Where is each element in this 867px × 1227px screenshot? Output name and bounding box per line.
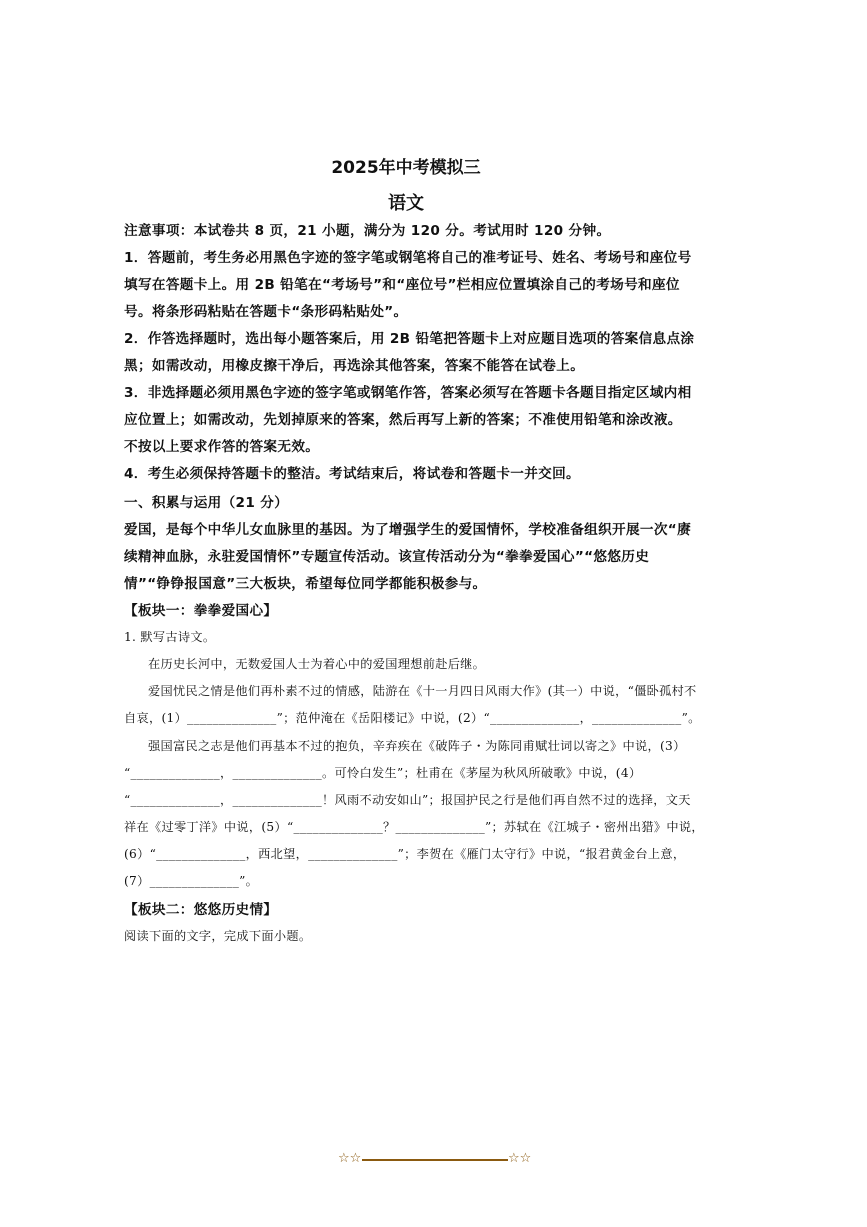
star-icon: ☆☆ <box>338 1151 362 1166</box>
page-title: 2025年中考模拟三 <box>331 158 481 178</box>
section-heading: 一、积累与运用（21 分） <box>124 495 289 511</box>
notice-line: 黑；如需改动，用橡皮擦干净后，再选涂其他答案，答案不能答在试卷上。 <box>124 358 585 374</box>
intro-line: 爱国，是每个中华儿女血脉里的基因。为了增强学生的爱国情怀，学校准备组织开展一次“赓 <box>124 522 692 538</box>
notice-line: 1．答题前，考生务必用黑色字迹的签字笔或钢笔将自己的准考证号、姓名、考场号和座位号 <box>124 250 692 266</box>
passage-line: 强国富民之志是他们再基本不过的抱负，辛弃疾在《破阵子・为陈同甫赋壮词以寄之》中说，(3） <box>148 739 686 753</box>
notice-line: 4．考生必须保持答题卡的整洁。考试结束后，将试卷和答题卡一并交回。 <box>124 466 581 482</box>
star-icon: ☆☆ <box>508 1151 532 1166</box>
notice-line: 不按以上要求作答的答案无效。 <box>124 439 320 455</box>
passage-line: 爱国忧民之情是他们再朴素不过的情感，陆游在《十一月四日风雨大作》(其一）中说，“僵卧孤村不 <box>148 684 697 698</box>
page-footer <box>338 1151 533 1167</box>
notice-line: 3．非选择题必须用黑色字迹的签字笔或钢笔作答，答案必须写在答题卡各题目指定区域内相 <box>124 385 692 401</box>
notice-line: 号。将条形码粘贴在答题卡“条形码粘贴处”。 <box>124 304 408 320</box>
passage-line: (7）______________”。 <box>124 874 259 888</box>
passage-line: “______________，______________。可怜白发生”；杜甫在《茅屋为秋风所破歌》中说，(4） <box>124 766 642 780</box>
passage-line: 祥在《过零丁洋》中说，(5）“______________？______________”；苏轼在《江城子・密州出猎》中说， <box>124 820 704 834</box>
intro-line: 续精神血脉，永驻爱国情怀”专题宣传活动。该宣传活动分为“拳拳爱国心”“悠悠历史 <box>124 549 650 565</box>
notice-line: 填写在答题卡上。用 2B 铅笔在“考场号”和“座位号”栏相应位置填涂自己的考场号和座位 <box>124 277 680 293</box>
footer-divider <box>362 1159 508 1161</box>
question-title: 1. 默写古诗文。 <box>124 630 216 644</box>
passage-line: (6）“______________，西北望，______________”；李贺在《雁门太守行》中说，“报君黄金台上意， <box>124 847 686 861</box>
passage-line: “______________，______________！风雨不动安如山”；报国护民之行是他们再自然不过的选择，文天 <box>124 793 691 807</box>
block-heading: 【板块一：拳拳爱国心】 <box>124 603 278 619</box>
passage-line: 在历史长河中，无数爱国人士为着心中的爱国理想前赴后继。 <box>148 657 486 671</box>
notice-line: 应位置上；如需改动，先划掉原来的答案，然后再写上新的答案；不准使用铅笔和涂改液。 <box>124 412 682 428</box>
block-heading: 【板块二：悠悠历史情】 <box>124 902 278 918</box>
instruction-line: 阅读下面的文字，完成下面小题。 <box>124 929 312 943</box>
notice-line: 2．作答选择题时，选出每小题答案后，用 2B 铅笔把答题卡上对应题目选项的答案信息点涂 <box>124 331 695 347</box>
intro-line: 情”“铮铮报国意”三大板块，希望每位同学都能积极参与。 <box>124 576 487 592</box>
notice-line: 注意事项：本试卷共 8 页，21 小题，满分为 120 分。考试用时 120 分钟。 <box>124 223 611 239</box>
subject-title: 语文 <box>388 193 424 214</box>
passage-line: 自哀，(1）______________”；范仲淹在《岳阳楼记》中说，(2）“______________，______________”。 <box>124 711 701 725</box>
